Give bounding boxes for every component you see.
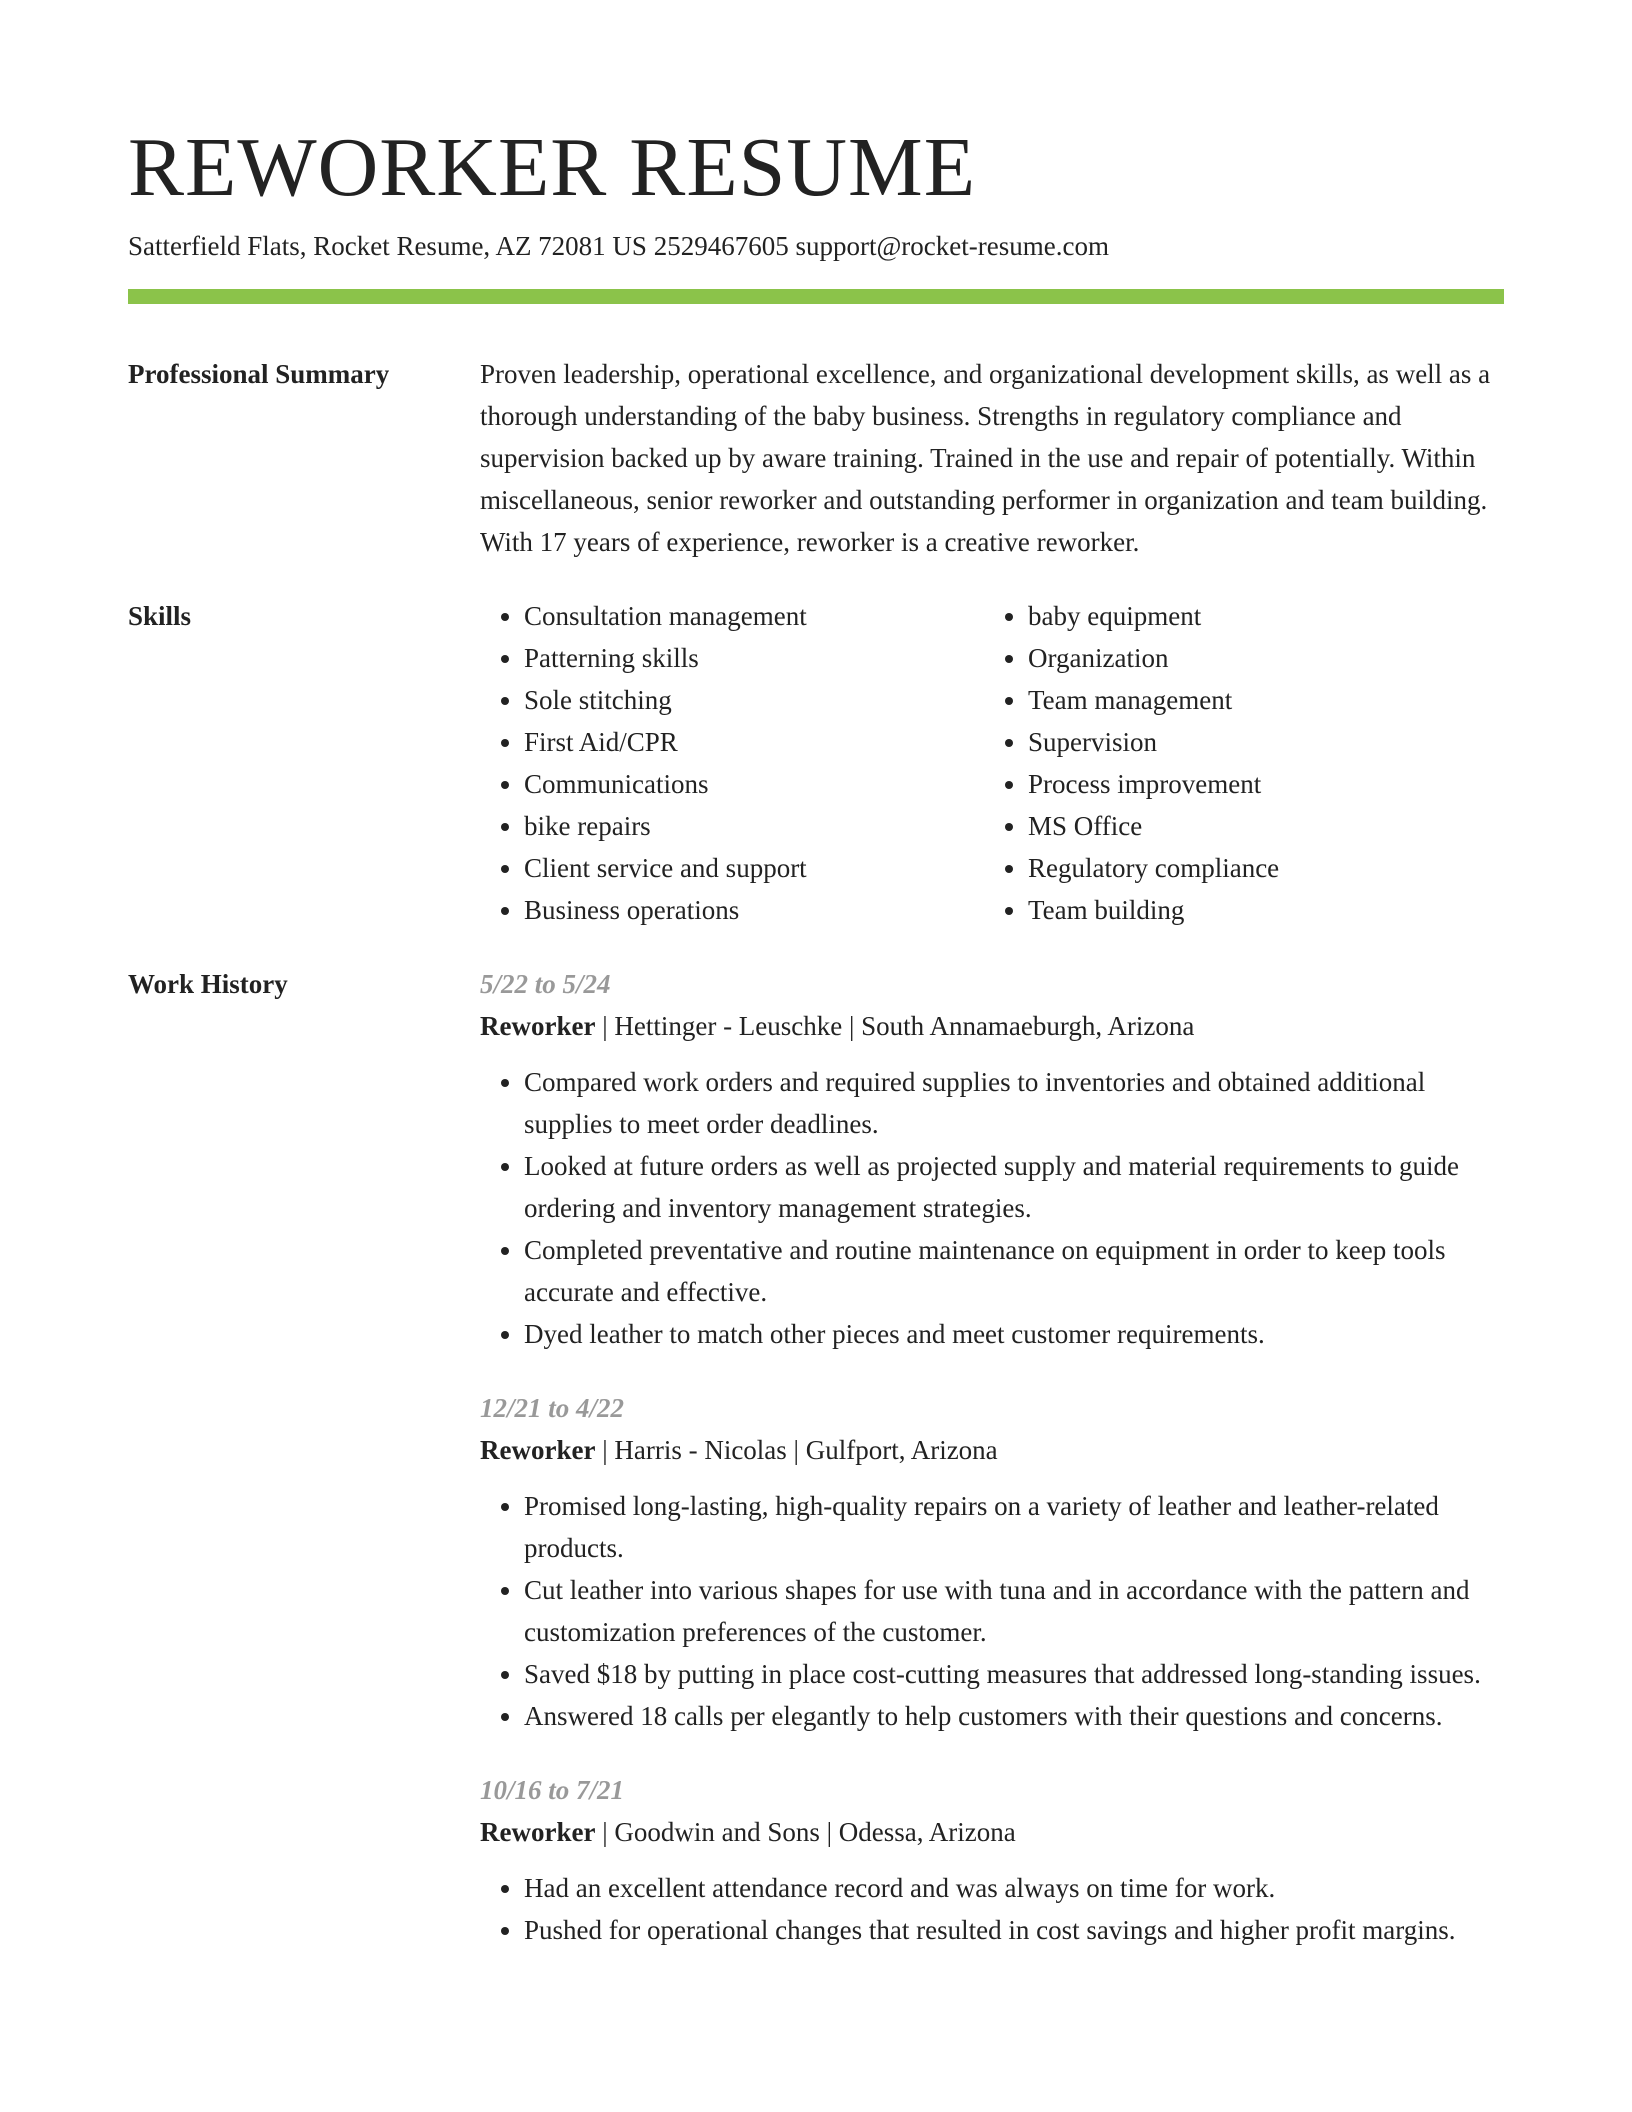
job-dates: 12/21 to 4/22 [480,1393,625,1423]
summary-text: Proven leadership, operational excellence, and organizational development skills, as well as a thorough understanding of the baby business. Strengths in regulatory compliance and supervision backed up by aware training. Trained in the use and repair of potentially. Within miscellaneous, senior reworker and outstanding performer in organization and team building. With 17 years of experience, reworker is a creative reworker. [480,359,1491,557]
skill-item: • bike repairs [524,805,984,847]
skill-item: • First Aid/CPR [524,721,984,763]
skill-item: • baby equipment [1028,595,1488,637]
resume-page [128,0,1504,1983]
job-bullet: • Promised long-lasting, high-quality repairs on a variety of leather and leather-related products. [524,1485,1504,1569]
job-dates: 10/16 to 7/21 [480,1775,625,1805]
job-title-line [480,1005,1504,1047]
header-divider [128,289,1504,304]
job-bullets [480,1061,1504,1355]
contact-line: Satterfield Flats, Rocket Resume, AZ 72081 US 2529467605 support@rocket-resume.com [128,231,1109,261]
job-bullet: • Answered 18 calls per elegantly to help customers with their questions and concerns. [524,1695,1504,1737]
skill-item: • Regulatory compliance [1028,847,1488,889]
skills-heading: Skills [128,601,192,631]
skill-item: • Team building [1028,889,1488,931]
job-employer: | Harris - Nicolas | Gulfport, Arizona [595,1435,998,1465]
job-bullets [480,1867,1504,1951]
resume-title: REWORKER RESUME [128,121,977,214]
summary-section [128,353,1504,563]
job-employer: | Goodwin and Sons | Odessa, Arizona [595,1817,1016,1847]
job-bullets [480,1485,1504,1737]
job-role: Reworker [480,1817,596,1847]
job-bullet: • Compared work orders and required supplies to inventories and obtained additional supplies to meet order deadlines. [524,1061,1504,1145]
job-bullet: • Looked at future orders as well as projected supply and material requirements to guide ordering and inventory management strategies. [524,1145,1504,1229]
skill-item: • Process improvement [1028,763,1488,805]
job-role: Reworker [480,1435,596,1465]
job-entry [480,963,1504,1355]
skill-item: • Communications [524,763,984,805]
skills-section [128,595,1504,931]
job-title-line [480,1811,1504,1853]
job-title-line [480,1429,1504,1471]
work-history-heading: Work History [128,969,288,999]
job-dates: 5/22 to 5/24 [480,969,611,999]
skills-list-right [984,595,1488,931]
skills-list-left [480,595,984,931]
job-bullet: • Dyed leather to match other pieces and meet customer requirements. [524,1313,1504,1355]
job-entry [480,1769,1504,1951]
work-history-section [128,963,1504,1983]
skill-item: • Patterning skills [524,637,984,679]
skill-item: • Consultation management [524,595,984,637]
skill-item: • Supervision [1028,721,1488,763]
skill-item: • Team management [1028,679,1488,721]
job-entry [480,1387,1504,1737]
skill-item: • Sole stitching [524,679,984,721]
job-role: Reworker [480,1011,596,1041]
job-bullet: • Saved $18 by putting in place cost-cutting measures that addressed long-standing issues. [524,1653,1504,1695]
job-bullet: • Completed preventative and routine maintenance on equipment in order to keep tools accurate and effective. [524,1229,1504,1313]
job-bullet: • Pushed for operational changes that resulted in cost savings and higher profit margins. [524,1909,1504,1951]
skill-item: • Organization [1028,637,1488,679]
skill-item: • MS Office [1028,805,1488,847]
skill-item: • Client service and support [524,847,984,889]
skill-item: • Business operations [524,889,984,931]
job-bullet: • Cut leather into various shapes for use with tuna and in accordance with the pattern and customization preferences of the customer. [524,1569,1504,1653]
job-bullet: • Had an excellent attendance record and was always on time for work. [524,1867,1504,1909]
job-employer: | Hettinger - Leuschke | South Annamaeburgh, Arizona [595,1011,1195,1041]
summary-heading: Professional Summary [128,359,390,389]
